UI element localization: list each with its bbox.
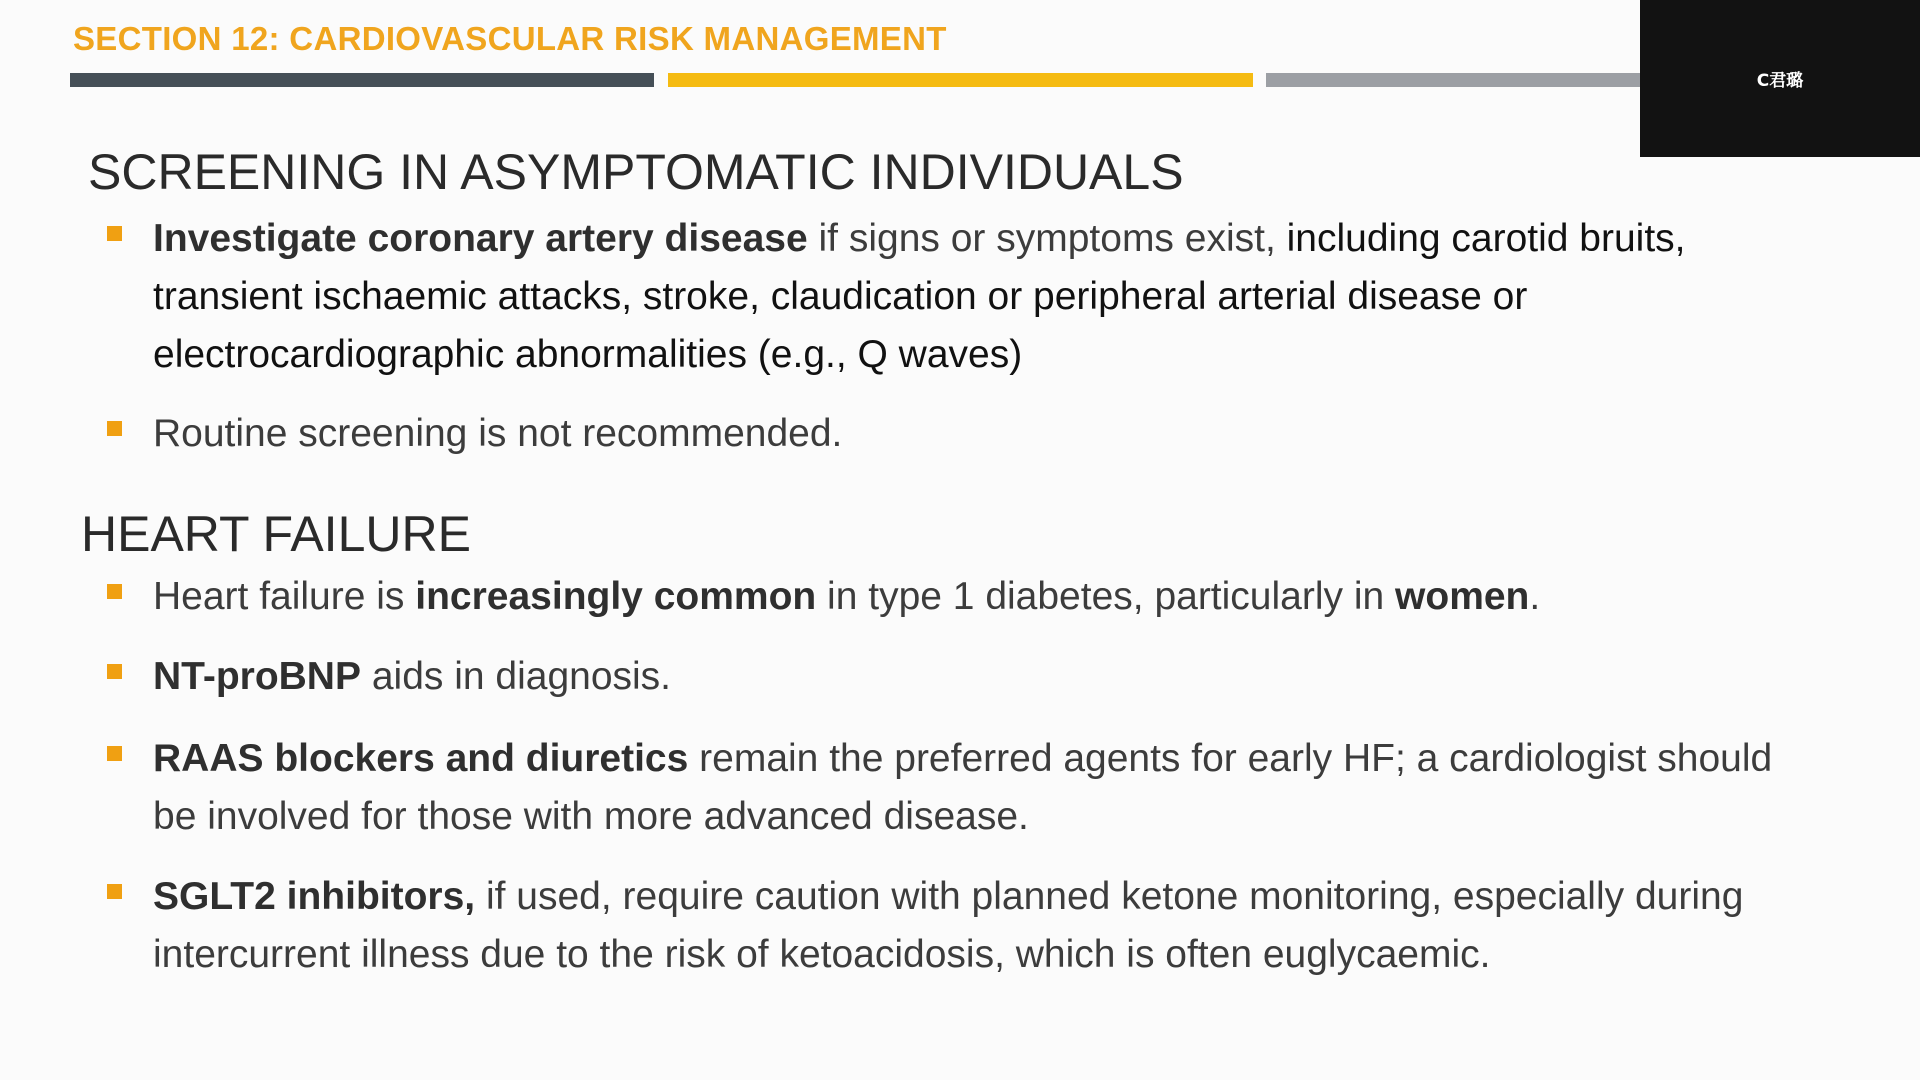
progress-bar-segment-1 [70,73,654,87]
bullet-square-icon [107,584,122,599]
bullet-square-icon [107,664,122,679]
participant-name: C君璐 [1756,71,1804,91]
bullet-bold-text: SGLT2 inhibitors, [153,875,476,918]
bullet-square-icon [107,884,122,899]
heart-failure-heading: HEART FAILURE [81,506,471,562]
screening-heading: SCREENING IN ASYMPTOMATIC INDIVIDUALS [88,144,1184,200]
section-title: SECTION 12: CARDIOVASCULAR RISK MANAGEMENT [73,20,947,57]
bullet-text [153,868,1793,984]
bullet-normal-text: Routine screening is not recommended. [153,412,843,455]
bullet-bold-text: NT-proBNP [153,655,361,698]
bullet-square-icon [107,746,122,761]
bullet-text [153,730,1793,846]
bullet-dark-text: including carotid bruits, transient ischaemic attacks, stroke, claudication or peripheral arterial disease or electrocardiographic abnormalities (e.g., Q waves) [153,217,1686,376]
bullet-normal-text: in type 1 diabetes, particularly in [816,575,1396,618]
bullet-text [153,405,1793,463]
bullet-bold-text: Investigate coronary artery disease [153,217,808,260]
bullet-bold-text: RAAS blockers and diuretics [153,737,689,780]
progress-bar-segment-2 [668,73,1253,87]
bullet-bold-text: increasingly common [415,575,817,618]
bullet-text [153,568,1793,626]
bullet-normal-text: if used, require caution with planned ketone monitoring, especially during intercurrent illness due to the risk of ketoacidosis, which is often euglycaemic. [153,875,1744,976]
bullet-square-icon [107,421,122,436]
bullet-text [153,210,1793,384]
bullet-square-icon [107,226,122,241]
bullet-normal-text: remain the preferred agents for early HF; a cardiologist should be involved for those with more advanced disease. [153,737,1773,838]
bullet-text [153,648,1793,706]
participant-video-tile[interactable] [1640,0,1920,157]
bullet-normal-text: . [1529,575,1541,618]
bullet-normal-text: if signs or symptoms exist, [807,217,1287,260]
bullet-normal-text: aids in diagnosis. [361,655,672,698]
progress-bar-segment-3 [1266,73,1646,87]
bullet-normal-text: Heart failure is [153,575,416,618]
bullet-bold-text: women [1395,575,1530,618]
